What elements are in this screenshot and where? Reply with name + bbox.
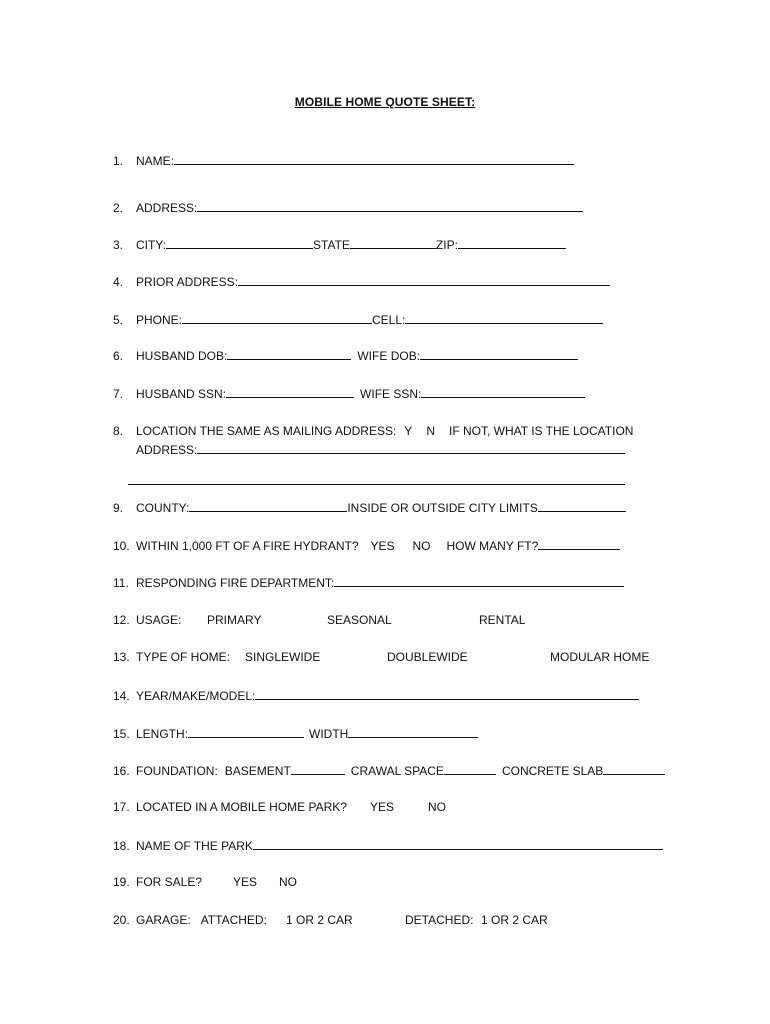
for-sale-no-option[interactable]: NO	[279, 875, 297, 889]
row-dob	[113, 348, 578, 363]
ymm-field[interactable]	[255, 688, 639, 700]
foundation-label: FOUNDATION:	[136, 764, 218, 778]
item-number: 17.	[113, 800, 130, 814]
page-title: MOBILE HOME QUOTE SHEET:	[294, 95, 476, 109]
husband-ssn-label: HUSBAND SSN:	[136, 387, 227, 401]
row-hydrant	[113, 538, 620, 553]
address-field[interactable]	[197, 200, 583, 212]
crawl-space-field[interactable]	[444, 763, 496, 775]
row-location	[113, 424, 633, 438]
state-field[interactable]	[350, 237, 436, 249]
width-label: WIDTH	[309, 727, 349, 741]
row-ssn	[113, 386, 585, 401]
item-number: 9.	[113, 501, 124, 515]
fire-dept-field[interactable]	[334, 575, 624, 587]
item-number: 16.	[113, 764, 130, 778]
name-label: NAME:	[136, 154, 175, 168]
concrete-slab-label: CONCRETE SLAB	[501, 764, 604, 778]
usage-label: USAGE:	[136, 613, 182, 627]
for-sale-label: FOR SALE?	[136, 875, 203, 889]
row-name	[113, 153, 574, 168]
length-label: LENGTH:	[136, 727, 189, 741]
prior-address-field[interactable]	[238, 274, 610, 286]
row-phone	[113, 312, 603, 327]
zip-field[interactable]	[458, 237, 566, 249]
husband-dob-label: HUSBAND DOB:	[136, 349, 228, 363]
type-label: TYPE OF HOME:	[136, 650, 231, 664]
city-field[interactable]	[166, 237, 313, 249]
park-no-option[interactable]: NO	[428, 800, 446, 814]
row-county	[113, 500, 626, 515]
row-park	[113, 800, 347, 814]
husband-ssn-field[interactable]	[226, 386, 354, 398]
location-address-line-2[interactable]	[128, 484, 625, 485]
item-number: 4.	[113, 275, 124, 289]
row-address	[113, 200, 583, 215]
phone-field[interactable]	[182, 312, 372, 324]
park-name-field[interactable]	[253, 838, 663, 850]
name-field[interactable]	[174, 153, 574, 165]
item-number: 8.	[113, 424, 124, 438]
usage-rental-option[interactable]: RENTAL	[479, 613, 526, 627]
location-address-field[interactable]	[197, 442, 625, 454]
location-yes-option[interactable]: Y	[404, 424, 413, 438]
crawl-space-label: CRAWAL SPACE	[350, 764, 444, 778]
hydrant-label: WITHIN 1,000 FT OF A FIRE HYDRANT?	[136, 539, 359, 553]
item-number: 3.	[113, 238, 124, 252]
width-field[interactable]	[348, 726, 478, 738]
row-dimensions	[113, 726, 478, 741]
phone-label: PHONE:	[136, 313, 183, 327]
cell-label: CELL:	[372, 313, 406, 327]
row-fire-dept	[113, 575, 624, 590]
length-field[interactable]	[188, 726, 304, 738]
item-number: 10.	[113, 539, 130, 553]
item-number: 14.	[113, 689, 130, 703]
if-not-label: IF NOT, WHAT IS THE LOCATION	[448, 424, 634, 438]
city-limits-label: INSIDE OR OUTSIDE CITY LIMITS	[347, 501, 538, 515]
for-sale-yes-option[interactable]: YES	[233, 875, 258, 889]
row-usage	[113, 613, 181, 627]
type-modular-option[interactable]: MODULAR HOME	[550, 650, 650, 664]
item-number: 1.	[113, 154, 124, 168]
row-prior-address	[113, 274, 610, 289]
city-limits-field[interactable]	[538, 500, 626, 512]
hydrant-no-option[interactable]: NO	[412, 539, 431, 553]
item-number: 12.	[113, 613, 130, 627]
wife-ssn-label: WIFE SSN:	[360, 387, 422, 401]
row-park-name	[113, 838, 663, 853]
item-number: 11.	[113, 576, 129, 590]
state-label: STATE	[313, 238, 350, 252]
item-number: 20.	[113, 913, 130, 927]
garage-label: GARAGE:	[136, 913, 191, 927]
concrete-slab-field[interactable]	[603, 763, 665, 775]
county-label: COUNTY:	[136, 501, 190, 515]
item-number: 7.	[113, 387, 124, 401]
hydrant-yes-option[interactable]: YES	[370, 539, 395, 553]
usage-seasonal-option[interactable]: SEASONAL	[327, 613, 392, 627]
husband-dob-field[interactable]	[227, 348, 351, 360]
address-label: ADDRESS:	[136, 201, 198, 215]
row-type-of-home	[113, 650, 230, 664]
how-many-field[interactable]	[538, 538, 620, 550]
row-for-sale	[113, 875, 202, 889]
city-label: CITY:	[136, 238, 167, 252]
item-number: 6.	[113, 349, 124, 363]
item-number: 13.	[113, 650, 130, 664]
row-year-make-model	[113, 688, 639, 703]
wife-ssn-field[interactable]	[421, 386, 585, 398]
item-number: 15.	[113, 727, 130, 741]
basement-label: BASEMENT	[224, 764, 291, 778]
item-number: 18.	[113, 839, 130, 853]
park-name-label: NAME OF THE PARK	[136, 839, 253, 853]
location-label: LOCATION THE SAME AS MAILING ADDRESS:	[136, 424, 397, 438]
usage-primary-option[interactable]: PRIMARY	[207, 613, 262, 627]
location-no-option[interactable]: N	[426, 424, 435, 438]
type-doublewide-option[interactable]: DOUBLEWIDE	[387, 650, 468, 664]
item-number: 19.	[113, 875, 130, 889]
park-label: LOCATED IN A MOBILE HOME PARK?	[136, 800, 347, 814]
item-number: 5.	[113, 313, 124, 327]
attached-car-option[interactable]: 1 OR 2 CAR	[286, 913, 353, 927]
row-city-state-zip	[113, 237, 566, 252]
row-garage	[113, 913, 267, 927]
fire-dept-label: RESPONDING FIRE DEPARTMENT:	[136, 576, 335, 590]
detached-car-option[interactable]: 1 OR 2 CAR	[481, 913, 548, 927]
zip-label: ZIP:	[435, 238, 458, 252]
row-location-address	[136, 442, 625, 457]
wife-dob-label: WIFE DOB:	[357, 349, 421, 363]
county-field[interactable]	[189, 500, 347, 512]
type-singlewide-option[interactable]: SINGLEWIDE	[245, 650, 321, 664]
ymm-label: YEAR/MAKE/MODEL:	[136, 689, 256, 703]
wife-dob-field[interactable]	[420, 348, 578, 360]
row-foundation	[113, 763, 665, 778]
park-yes-option[interactable]: YES	[370, 800, 395, 814]
basement-field[interactable]	[291, 763, 345, 775]
cell-field[interactable]	[405, 312, 603, 324]
location-address-label: ADDRESS:	[136, 443, 198, 457]
detached-label: DETACHED:	[405, 913, 474, 927]
item-number: 2.	[113, 201, 124, 215]
attached-label: ATTACHED:	[200, 913, 267, 927]
prior-address-label: PRIOR ADDRESS:	[136, 275, 239, 289]
how-many-label: HOW MANY FT?	[446, 539, 539, 553]
